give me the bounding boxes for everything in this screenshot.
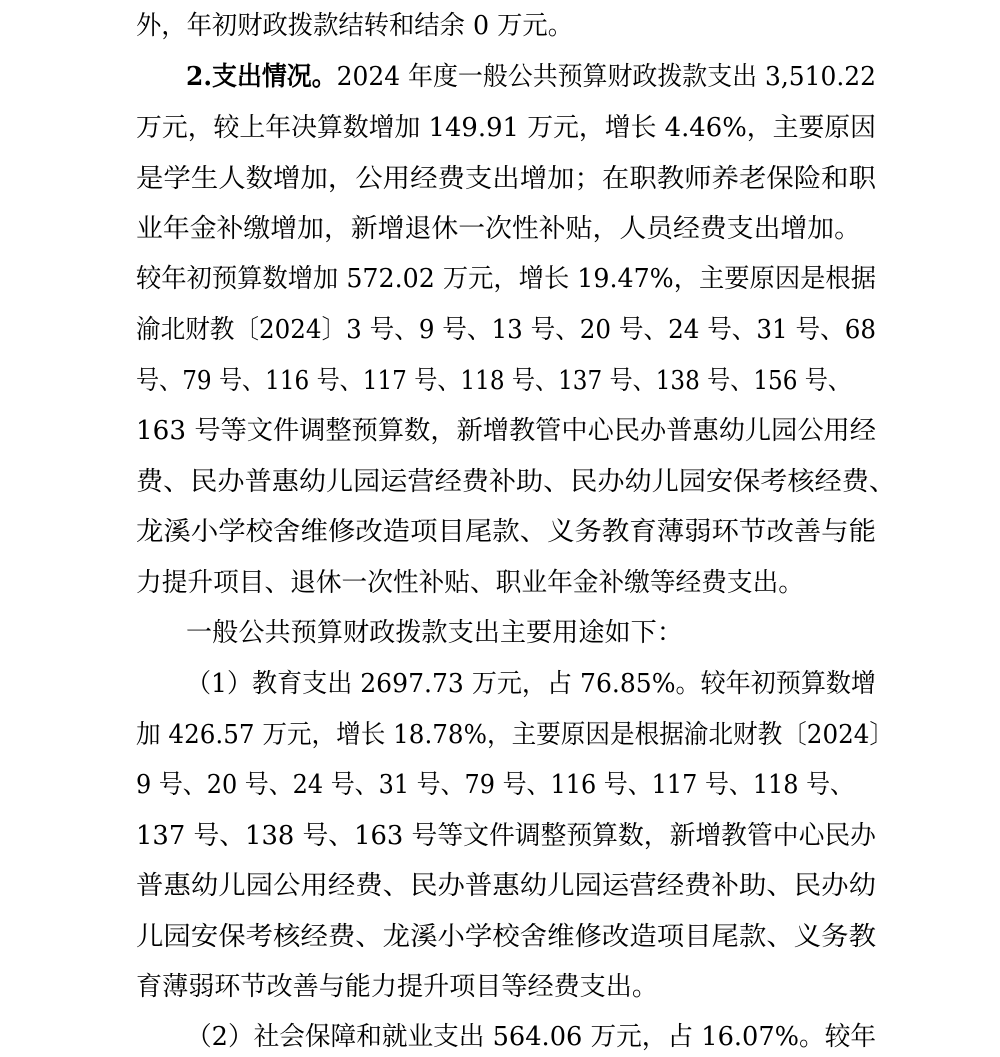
- text-line: 是学生人数增加，公用经费支出增加；在职教师养老保险和职: [136, 164, 876, 194]
- text-line: 较年初预算数增加 572.02 万元，增长 19.47%，主要原因是根据: [136, 264, 876, 294]
- text-line: 号、79 号、116 号、117 号、118 号、137 号、138 号、156 号、: [136, 366, 851, 396]
- text-line: 万元，较上年决算数增加 149.91 万元，增长 4.46%，主要原因: [136, 113, 876, 143]
- text-line: 普惠幼儿园公用经费、民办普惠幼儿园运营经费补助、民办幼: [136, 871, 876, 901]
- text-line: 2.支出情况。2024 年度一般公共预算财政拨款支出 3,510.22: [186, 62, 876, 92]
- text-line: 育薄弱环节改善与能力提升项目等经费支出。: [136, 972, 658, 1002]
- text-line: 力提升项目、退休一次性补贴、职业年金补缴等经费支出。: [136, 568, 804, 598]
- text-line: 9 号、20 号、24 号、31 号、79 号、116 号、117 号、118 号、: [136, 770, 854, 800]
- text-line: 外，年初财政拨款结转和结余 0 万元。: [136, 11, 573, 41]
- text-line: 渝北财教〔2024〕3 号、9 号、13 号、20 号、24 号、31 号、68: [136, 315, 876, 345]
- text-line: （1）教育支出 2697.73 万元，占 76.85%。较年初预算数增: [186, 669, 876, 699]
- text-line: 龙溪小学校舍维修改造项目尾款、义务教育薄弱环节改善与能: [136, 517, 876, 547]
- text-line: （2）社会保障和就业支出 564.06 万元，占 16.07%。较年: [186, 1022, 876, 1052]
- text-line: 163 号等文件调整预算数，新增教管中心民办普惠幼儿园公用经: [136, 416, 876, 446]
- section-heading: 2.支出情况。: [186, 62, 337, 92]
- text-line: 加 426.57 万元，增长 18.78%，主要原因是根据渝北财教〔2024〕: [136, 720, 894, 750]
- text-line: 儿园安保考核经费、龙溪小学校舍维修改造项目尾款、义务教: [136, 922, 876, 952]
- text-line: 一般公共预算财政拨款支出主要用途如下：: [186, 618, 683, 648]
- text-line: 费、民办普惠幼儿园运营经费补助、民办幼儿园安保考核经费、: [136, 467, 896, 497]
- text-line: 137 号、138 号、163 号等文件调整预算数，新增教管中心民办: [136, 821, 876, 851]
- text-line: 业年金补缴增加，新增退休一次性补贴，人员经费支出增加。: [136, 214, 862, 244]
